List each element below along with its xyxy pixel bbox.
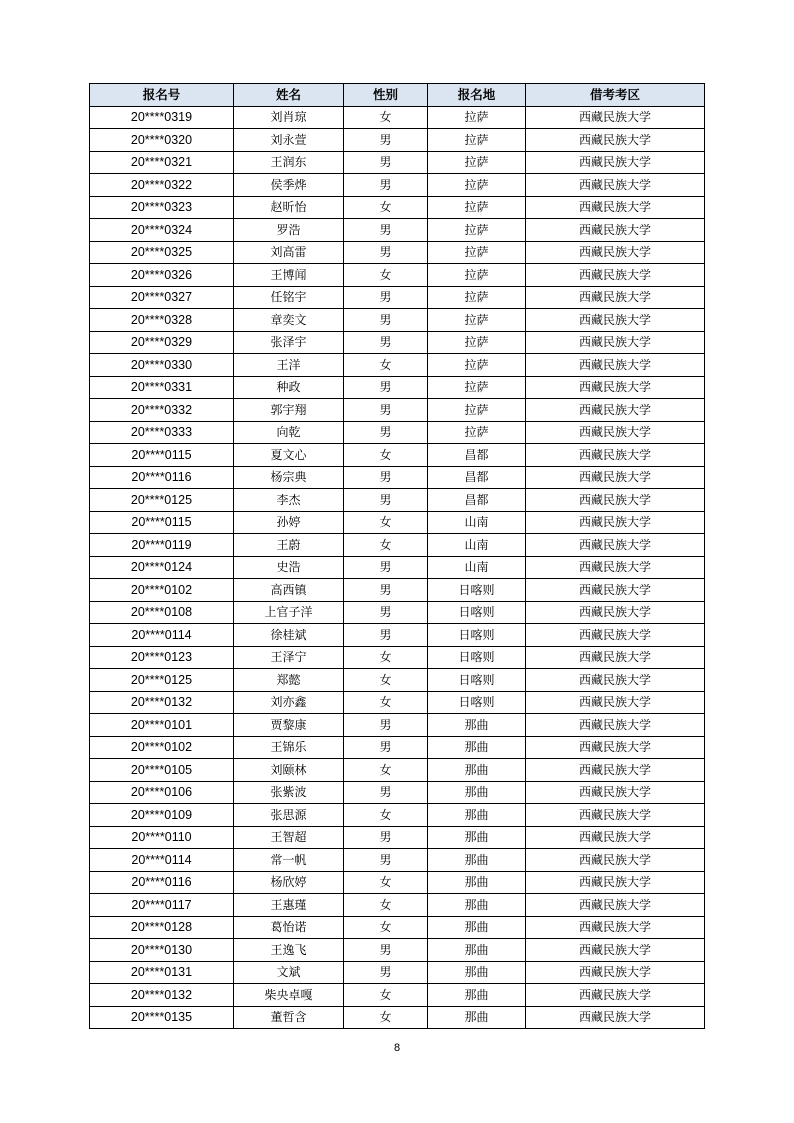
cell-registration-place: 日喀则 xyxy=(428,624,526,647)
cell-name: 刘永萱 xyxy=(234,129,344,152)
cell-gender: 女 xyxy=(344,444,428,467)
cell-name: 李杰 xyxy=(234,489,344,512)
table-row xyxy=(90,151,705,174)
cell-name: 文斌 xyxy=(234,961,344,984)
cell-registration-place: 拉萨 xyxy=(428,399,526,422)
cell-exam-area: 西藏民族大学 xyxy=(526,849,705,872)
cell-name: 章奕文 xyxy=(234,309,344,332)
cell-gender: 男 xyxy=(344,174,428,197)
cell-name: 刘肖琼 xyxy=(234,106,344,129)
cell-registration-place: 那曲 xyxy=(428,984,526,1007)
table-row xyxy=(90,894,705,917)
table-row xyxy=(90,331,705,354)
cell-exam-area: 西藏民族大学 xyxy=(526,376,705,399)
cell-exam-area: 西藏民族大学 xyxy=(526,511,705,534)
cell-registration-place: 日喀则 xyxy=(428,579,526,602)
table-row xyxy=(90,489,705,512)
cell-name: 王润东 xyxy=(234,151,344,174)
cell-registration-place: 那曲 xyxy=(428,894,526,917)
cell-gender: 男 xyxy=(344,826,428,849)
cell-gender: 女 xyxy=(344,916,428,939)
cell-exam-area: 西藏民族大学 xyxy=(526,466,705,489)
cell-exam-area: 西藏民族大学 xyxy=(526,894,705,917)
cell-name: 罗浩 xyxy=(234,219,344,242)
cell-exam-area: 西藏民族大学 xyxy=(526,579,705,602)
cell-exam-area: 西藏民族大学 xyxy=(526,331,705,354)
cell-registration-number: 20****0106 xyxy=(90,781,234,804)
cell-exam-area: 西藏民族大学 xyxy=(526,691,705,714)
table-row xyxy=(90,691,705,714)
table-row xyxy=(90,511,705,534)
cell-exam-area: 西藏民族大学 xyxy=(526,309,705,332)
cell-name: 刘亦鑫 xyxy=(234,691,344,714)
table-body xyxy=(90,106,705,1029)
cell-registration-number: 20****0322 xyxy=(90,174,234,197)
cell-gender: 男 xyxy=(344,219,428,242)
cell-registration-place: 昌都 xyxy=(428,466,526,489)
cell-gender: 男 xyxy=(344,601,428,624)
cell-registration-place: 那曲 xyxy=(428,781,526,804)
cell-registration-place: 拉萨 xyxy=(428,196,526,219)
cell-gender: 女 xyxy=(344,264,428,287)
table-row xyxy=(90,669,705,692)
cell-registration-place: 山南 xyxy=(428,556,526,579)
cell-gender: 男 xyxy=(344,939,428,962)
cell-registration-place: 拉萨 xyxy=(428,376,526,399)
cell-registration-number: 20****0321 xyxy=(90,151,234,174)
cell-registration-number: 20****0132 xyxy=(90,984,234,1007)
cell-registration-place: 日喀则 xyxy=(428,691,526,714)
cell-registration-number: 20****0130 xyxy=(90,939,234,962)
cell-exam-area: 西藏民族大学 xyxy=(526,826,705,849)
cell-registration-number: 20****0326 xyxy=(90,264,234,287)
cell-gender: 女 xyxy=(344,691,428,714)
table-row xyxy=(90,871,705,894)
cell-registration-number: 20****0131 xyxy=(90,961,234,984)
cell-registration-number: 20****0102 xyxy=(90,736,234,759)
table-row xyxy=(90,916,705,939)
cell-gender: 女 xyxy=(344,894,428,917)
cell-exam-area: 西藏民族大学 xyxy=(526,781,705,804)
cell-name: 王蔚 xyxy=(234,534,344,557)
cell-registration-place: 拉萨 xyxy=(428,219,526,242)
cell-name: 王逸飞 xyxy=(234,939,344,962)
cell-name: 张紫波 xyxy=(234,781,344,804)
cell-exam-area: 西藏民族大学 xyxy=(526,264,705,287)
cell-registration-place: 拉萨 xyxy=(428,354,526,377)
table-row xyxy=(90,556,705,579)
roster-table xyxy=(89,83,705,1029)
table-row xyxy=(90,826,705,849)
cell-exam-area: 西藏民族大学 xyxy=(526,804,705,827)
table-row xyxy=(90,264,705,287)
cell-exam-area: 西藏民族大学 xyxy=(526,961,705,984)
table-row xyxy=(90,1006,705,1029)
table-row xyxy=(90,984,705,1007)
cell-registration-number: 20****0123 xyxy=(90,646,234,669)
cell-exam-area: 西藏民族大学 xyxy=(526,736,705,759)
cell-exam-area: 西藏民族大学 xyxy=(526,759,705,782)
cell-name: 徐桂斌 xyxy=(234,624,344,647)
cell-registration-number: 20****0128 xyxy=(90,916,234,939)
cell-gender: 女 xyxy=(344,669,428,692)
cell-exam-area: 西藏民族大学 xyxy=(526,174,705,197)
header-row xyxy=(90,84,705,107)
cell-registration-number: 20****0110 xyxy=(90,826,234,849)
cell-exam-area: 西藏民族大学 xyxy=(526,601,705,624)
cell-name: 刘颐林 xyxy=(234,759,344,782)
cell-registration-number: 20****0109 xyxy=(90,804,234,827)
cell-registration-place: 拉萨 xyxy=(428,331,526,354)
cell-exam-area: 西藏民族大学 xyxy=(526,871,705,894)
cell-gender: 男 xyxy=(344,489,428,512)
cell-gender: 男 xyxy=(344,399,428,422)
cell-gender: 男 xyxy=(344,421,428,444)
cell-name: 王惠瑾 xyxy=(234,894,344,917)
cell-registration-place: 日喀则 xyxy=(428,669,526,692)
cell-registration-place: 拉萨 xyxy=(428,151,526,174)
cell-registration-number: 20****0116 xyxy=(90,466,234,489)
cell-gender: 男 xyxy=(344,579,428,602)
cell-registration-number: 20****0114 xyxy=(90,849,234,872)
table-row xyxy=(90,286,705,309)
cell-exam-area: 西藏民族大学 xyxy=(526,354,705,377)
table-row xyxy=(90,129,705,152)
cell-registration-number: 20****0330 xyxy=(90,354,234,377)
cell-name: 王泽宁 xyxy=(234,646,344,669)
cell-registration-place: 那曲 xyxy=(428,939,526,962)
cell-name: 孙婷 xyxy=(234,511,344,534)
cell-name: 上官子洋 xyxy=(234,601,344,624)
cell-exam-area: 西藏民族大学 xyxy=(526,669,705,692)
cell-registration-number: 20****0101 xyxy=(90,714,234,737)
cell-exam-area: 西藏民族大学 xyxy=(526,241,705,264)
cell-name: 贾黎康 xyxy=(234,714,344,737)
table-row xyxy=(90,804,705,827)
table-row xyxy=(90,466,705,489)
table-row xyxy=(90,354,705,377)
cell-registration-place: 昌都 xyxy=(428,489,526,512)
cell-name: 董哲含 xyxy=(234,1006,344,1029)
cell-registration-number: 20****0135 xyxy=(90,1006,234,1029)
cell-exam-area: 西藏民族大学 xyxy=(526,444,705,467)
cell-registration-place: 拉萨 xyxy=(428,421,526,444)
table-row xyxy=(90,646,705,669)
cell-registration-number: 20****0132 xyxy=(90,691,234,714)
cell-registration-number: 20****0102 xyxy=(90,579,234,602)
cell-exam-area: 西藏民族大学 xyxy=(526,984,705,1007)
cell-name: 葛怡诺 xyxy=(234,916,344,939)
header-name: 姓名 xyxy=(234,84,344,107)
cell-registration-number: 20****0328 xyxy=(90,309,234,332)
cell-registration-place: 拉萨 xyxy=(428,286,526,309)
header-registration-place: 报名地 xyxy=(428,84,526,107)
cell-gender: 女 xyxy=(344,1006,428,1029)
cell-registration-place: 那曲 xyxy=(428,759,526,782)
cell-registration-place: 拉萨 xyxy=(428,174,526,197)
table-row xyxy=(90,939,705,962)
cell-registration-place: 拉萨 xyxy=(428,129,526,152)
table-row xyxy=(90,781,705,804)
cell-name: 赵昕怡 xyxy=(234,196,344,219)
cell-registration-place: 那曲 xyxy=(428,916,526,939)
cell-name: 杨宗典 xyxy=(234,466,344,489)
cell-registration-place: 拉萨 xyxy=(428,309,526,332)
cell-exam-area: 西藏民族大学 xyxy=(526,489,705,512)
cell-registration-place: 那曲 xyxy=(428,826,526,849)
table-row xyxy=(90,309,705,332)
cell-exam-area: 西藏民族大学 xyxy=(526,556,705,579)
header-registration-number: 报名号 xyxy=(90,84,234,107)
cell-registration-number: 20****0332 xyxy=(90,399,234,422)
cell-gender: 女 xyxy=(344,759,428,782)
cell-registration-place: 昌都 xyxy=(428,444,526,467)
cell-registration-number: 20****0116 xyxy=(90,871,234,894)
cell-registration-place: 那曲 xyxy=(428,804,526,827)
cell-registration-number: 20****0125 xyxy=(90,669,234,692)
header-gender: 性别 xyxy=(344,84,428,107)
cell-name: 王锦乐 xyxy=(234,736,344,759)
table-row xyxy=(90,219,705,242)
cell-gender: 男 xyxy=(344,151,428,174)
table-row xyxy=(90,849,705,872)
cell-registration-place: 拉萨 xyxy=(428,106,526,129)
cell-exam-area: 西藏民族大学 xyxy=(526,196,705,219)
table-row xyxy=(90,714,705,737)
header-exam-area: 借考考区 xyxy=(526,84,705,107)
cell-gender: 男 xyxy=(344,714,428,737)
cell-registration-place: 拉萨 xyxy=(428,241,526,264)
cell-gender: 女 xyxy=(344,511,428,534)
cell-registration-number: 20****0331 xyxy=(90,376,234,399)
cell-name: 郑懿 xyxy=(234,669,344,692)
cell-registration-number: 20****0115 xyxy=(90,444,234,467)
table-row xyxy=(90,601,705,624)
cell-exam-area: 西藏民族大学 xyxy=(526,534,705,557)
table-row xyxy=(90,421,705,444)
cell-exam-area: 西藏民族大学 xyxy=(526,916,705,939)
table-row xyxy=(90,534,705,557)
cell-gender: 男 xyxy=(344,466,428,489)
cell-registration-place: 那曲 xyxy=(428,849,526,872)
cell-registration-number: 20****0329 xyxy=(90,331,234,354)
cell-gender: 男 xyxy=(344,624,428,647)
cell-registration-number: 20****0105 xyxy=(90,759,234,782)
cell-name: 郭宇翔 xyxy=(234,399,344,422)
page-number: 8 xyxy=(393,1042,401,1054)
table-row xyxy=(90,174,705,197)
cell-exam-area: 西藏民族大学 xyxy=(526,129,705,152)
cell-registration-place: 山南 xyxy=(428,511,526,534)
cell-name: 种政 xyxy=(234,376,344,399)
cell-exam-area: 西藏民族大学 xyxy=(526,624,705,647)
cell-registration-number: 20****0115 xyxy=(90,511,234,534)
cell-registration-place: 那曲 xyxy=(428,714,526,737)
table-row xyxy=(90,624,705,647)
cell-name: 任铭宇 xyxy=(234,286,344,309)
cell-gender: 男 xyxy=(344,736,428,759)
cell-gender: 女 xyxy=(344,354,428,377)
cell-name: 王智超 xyxy=(234,826,344,849)
table-row xyxy=(90,241,705,264)
table-row xyxy=(90,759,705,782)
cell-exam-area: 西藏民族大学 xyxy=(526,714,705,737)
cell-exam-area: 西藏民族大学 xyxy=(526,219,705,242)
cell-gender: 男 xyxy=(344,309,428,332)
cell-registration-number: 20****0119 xyxy=(90,534,234,557)
cell-gender: 男 xyxy=(344,961,428,984)
cell-gender: 男 xyxy=(344,376,428,399)
cell-gender: 男 xyxy=(344,241,428,264)
cell-gender: 女 xyxy=(344,196,428,219)
cell-gender: 男 xyxy=(344,129,428,152)
table-row xyxy=(90,399,705,422)
cell-gender: 女 xyxy=(344,106,428,129)
cell-registration-place: 那曲 xyxy=(428,961,526,984)
cell-name: 张泽宇 xyxy=(234,331,344,354)
cell-gender: 女 xyxy=(344,871,428,894)
cell-name: 张思源 xyxy=(234,804,344,827)
table-row xyxy=(90,736,705,759)
cell-gender: 男 xyxy=(344,286,428,309)
cell-registration-place: 那曲 xyxy=(428,1006,526,1029)
cell-exam-area: 西藏民族大学 xyxy=(526,939,705,962)
cell-gender: 女 xyxy=(344,984,428,1007)
table-row xyxy=(90,444,705,467)
cell-registration-place: 拉萨 xyxy=(428,264,526,287)
cell-exam-area: 西藏民族大学 xyxy=(526,1006,705,1029)
table-row xyxy=(90,106,705,129)
cell-name: 侯季烨 xyxy=(234,174,344,197)
cell-registration-number: 20****0108 xyxy=(90,601,234,624)
cell-name: 向乾 xyxy=(234,421,344,444)
cell-gender: 女 xyxy=(344,646,428,669)
cell-name: 常一帆 xyxy=(234,849,344,872)
table-row xyxy=(90,376,705,399)
cell-exam-area: 西藏民族大学 xyxy=(526,421,705,444)
table-row xyxy=(90,196,705,219)
cell-name: 高西镇 xyxy=(234,579,344,602)
cell-registration-number: 20****0124 xyxy=(90,556,234,579)
table-row xyxy=(90,579,705,602)
cell-exam-area: 西藏民族大学 xyxy=(526,106,705,129)
cell-exam-area: 西藏民族大学 xyxy=(526,646,705,669)
cell-registration-number: 20****0327 xyxy=(90,286,234,309)
cell-name: 杨欣婷 xyxy=(234,871,344,894)
cell-exam-area: 西藏民族大学 xyxy=(526,151,705,174)
cell-registration-place: 日喀则 xyxy=(428,646,526,669)
cell-exam-area: 西藏民族大学 xyxy=(526,286,705,309)
cell-gender: 男 xyxy=(344,556,428,579)
cell-name: 夏文心 xyxy=(234,444,344,467)
cell-registration-number: 20****0117 xyxy=(90,894,234,917)
cell-registration-number: 20****0125 xyxy=(90,489,234,512)
cell-registration-number: 20****0324 xyxy=(90,219,234,242)
cell-registration-place: 山南 xyxy=(428,534,526,557)
cell-name: 王洋 xyxy=(234,354,344,377)
cell-registration-number: 20****0323 xyxy=(90,196,234,219)
cell-registration-place: 那曲 xyxy=(428,871,526,894)
cell-name: 王博闻 xyxy=(234,264,344,287)
cell-gender: 男 xyxy=(344,849,428,872)
cell-exam-area: 西藏民族大学 xyxy=(526,399,705,422)
cell-name: 史浩 xyxy=(234,556,344,579)
cell-registration-place: 日喀则 xyxy=(428,601,526,624)
cell-gender: 女 xyxy=(344,534,428,557)
cell-registration-place: 那曲 xyxy=(428,736,526,759)
cell-gender: 男 xyxy=(344,781,428,804)
cell-name: 柴央卓嘎 xyxy=(234,984,344,1007)
cell-registration-number: 20****0319 xyxy=(90,106,234,129)
cell-registration-number: 20****0320 xyxy=(90,129,234,152)
cell-registration-number: 20****0325 xyxy=(90,241,234,264)
cell-registration-number: 20****0333 xyxy=(90,421,234,444)
cell-registration-number: 20****0114 xyxy=(90,624,234,647)
table-row xyxy=(90,961,705,984)
cell-gender: 女 xyxy=(344,804,428,827)
cell-name: 刘高雷 xyxy=(234,241,344,264)
cell-gender: 男 xyxy=(344,331,428,354)
